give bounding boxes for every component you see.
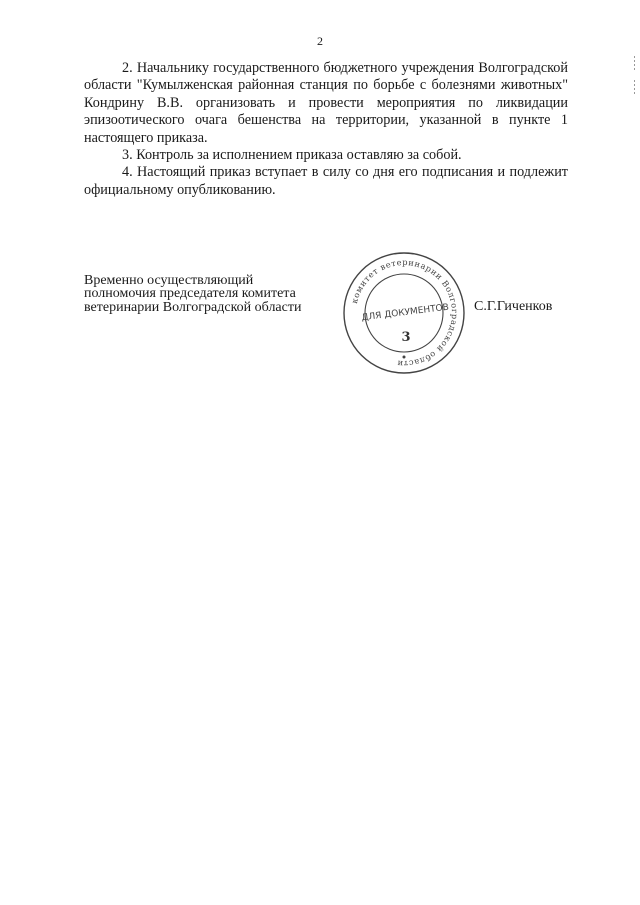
stamp-ring-text: комитет ветеринарии Волгоградской области: [349, 256, 461, 370]
paragraph-3: 3. Контроль за исполнением приказа оставляю за собой.: [122, 147, 462, 164]
paragraph-4: 4. Настоящий приказ вступает в силу со дня его подписания и подлежит официальному опубликованию.: [84, 164, 568, 198]
official-stamp: [340, 249, 468, 377]
stamp-center-text: ДЛЯ ДОКУМЕНТОВ: [361, 302, 450, 324]
signer-name: С.Г.Гиченков: [474, 299, 553, 314]
page-number: 2: [317, 34, 323, 48]
signatory-position: [84, 274, 301, 314]
document-body: [84, 60, 568, 199]
stamp-number: 3: [401, 330, 411, 345]
scan-edge-mark: [633, 56, 636, 96]
stamp-dot: [403, 356, 406, 359]
signatory-position-line: Временно осуществляющий: [84, 273, 254, 288]
signatory-position-line: ветеринарии Волгоградской области: [84, 299, 302, 315]
signatory-position-line: полномочия председателя комитета: [84, 286, 296, 302]
paragraph-2: 2. Начальнику государственного бюджетного учреждения Волгоградской области "Кумылженская районная станция по борьбе с болезнями животных" Кондрину В.В. организовать и провести мероприятия по ликвидации эпизоотического очага бешенства на территории, указанной в пункте 1 настоящего приказа.: [84, 60, 568, 146]
